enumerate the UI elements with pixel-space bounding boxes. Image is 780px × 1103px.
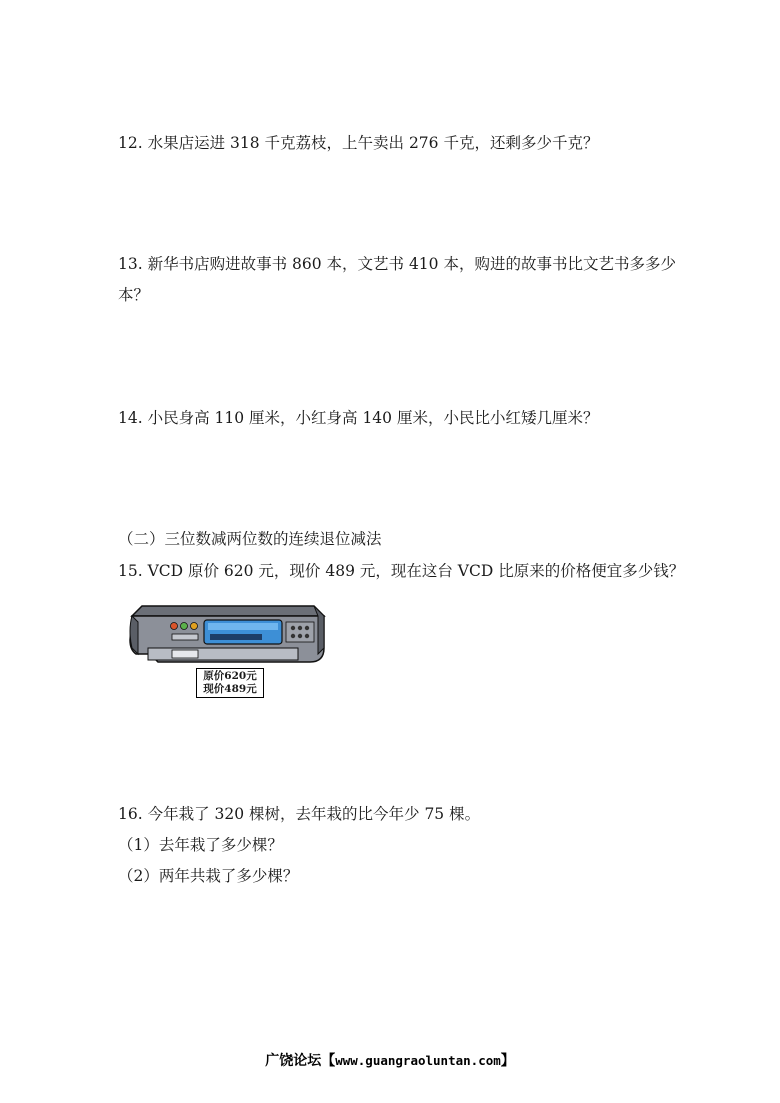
question-16-part-1: （1）去年栽了多少棵？ — [118, 836, 283, 854]
footer — [0, 1050, 780, 1070]
question-12: 12. 水果店运进 318 千克荔枝，上午卖出 276 千克，还剩多少千克？ — [118, 134, 599, 152]
question-16: 16. 今年栽了 320 棵树，去年栽的比今年少 75 棵。 — [118, 805, 481, 823]
question-15: 15. VCD 原价 620 元，现价 489 元，现在这台 VCD 比原来的价格便宜多少钱？ — [118, 562, 685, 580]
question-13-line-2: 本？ — [118, 286, 150, 304]
price-tag — [196, 668, 264, 698]
price-tag-current: 现价489元 — [203, 683, 257, 695]
footer-url[interactable]: www.guangraoluntan.com — [335, 1053, 501, 1068]
price-tag-original: 原价620元 — [203, 670, 257, 682]
question-16-part-2: （2）两年共栽了多少棵？ — [118, 867, 299, 885]
footer-site-name: 广饶论坛 — [265, 1053, 322, 1069]
question-13-line-1: 13. 新华书店购进故事书 860 本，文艺书 410 本，购进的故事书比文艺书多多少 — [118, 255, 676, 273]
footer-bracket-open: 【 — [321, 1053, 336, 1069]
section-heading: （二）三位数减两位数的连续退位减法 — [118, 530, 382, 548]
footer-bracket-close: 】 — [500, 1053, 515, 1069]
question-14: 14. 小民身高 110 厘米，小红身高 140 厘米，小民比小红矮几厘米？ — [118, 409, 599, 427]
